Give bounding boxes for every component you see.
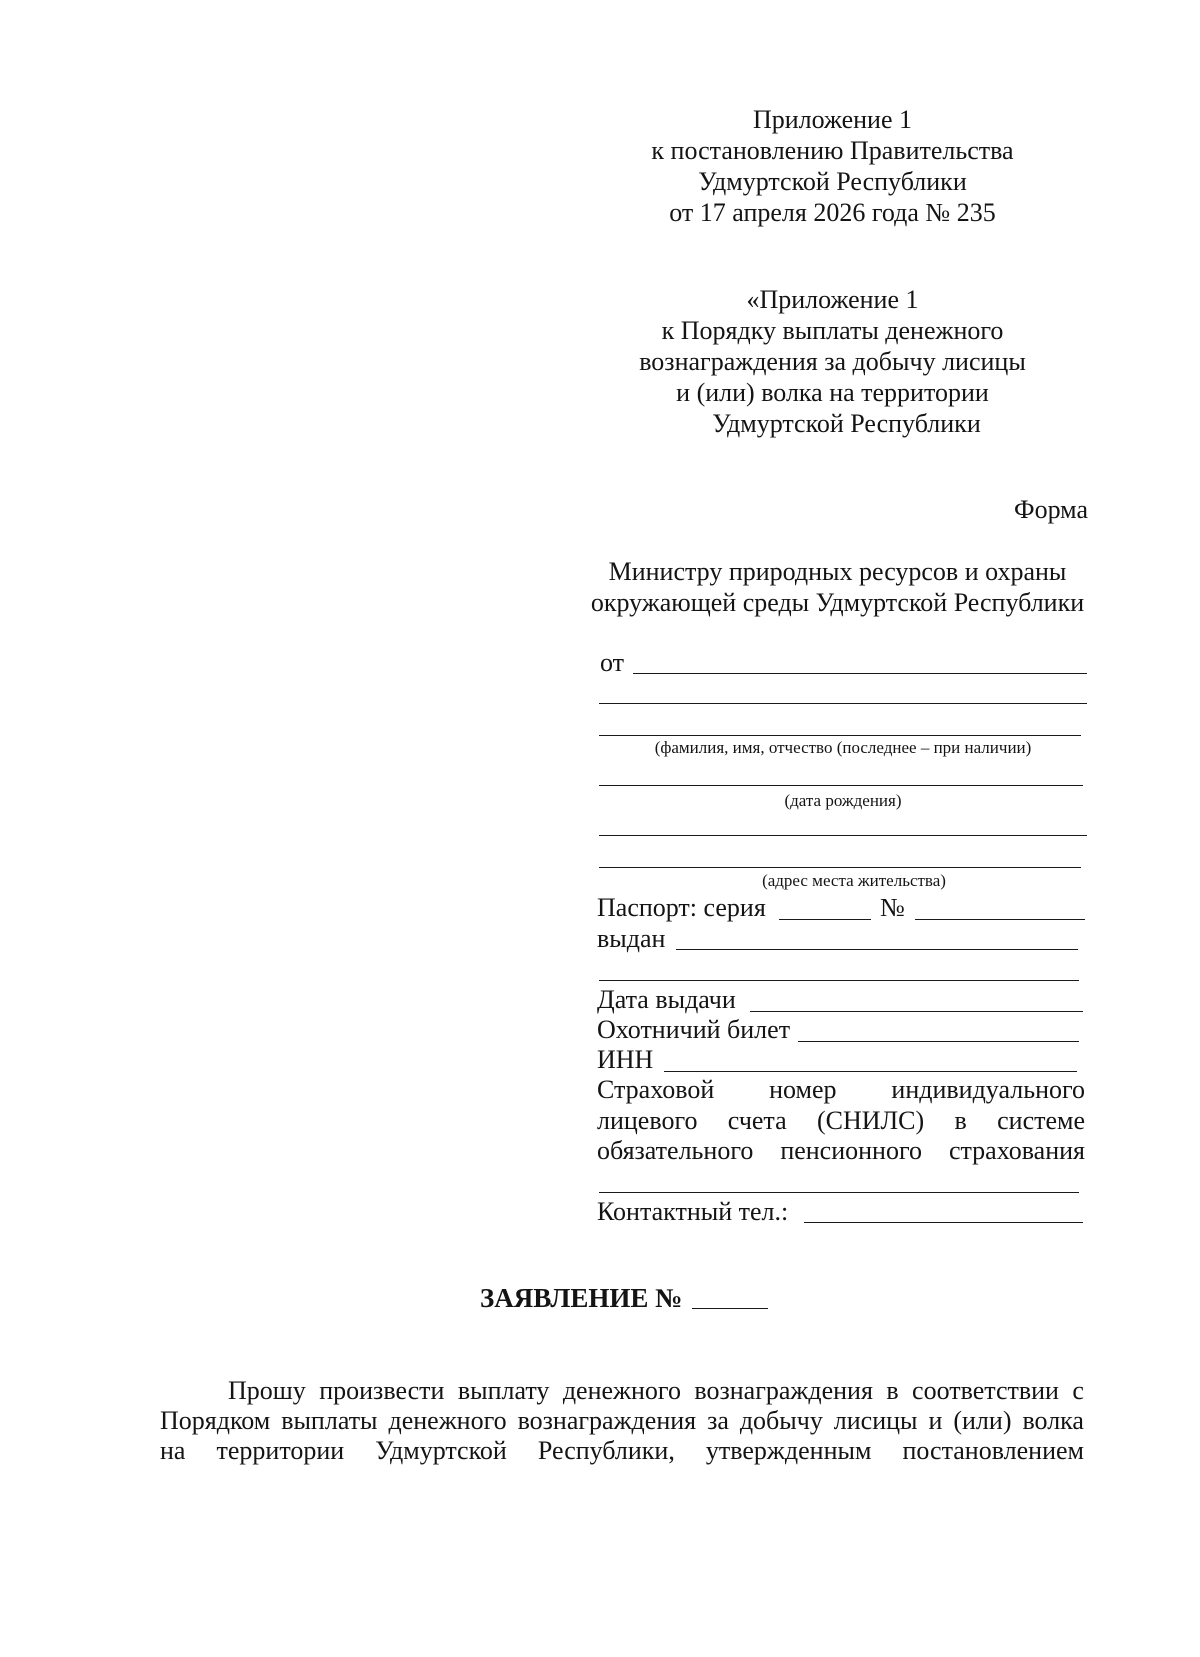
statement-word: Республики, <box>537 1436 675 1465</box>
statement-word: добычу <box>739 1406 823 1435</box>
hunting-ticket-line[interactable] <box>798 1041 1079 1042</box>
snils-word: индивидуального <box>891 1075 1085 1104</box>
statement-word: вознаграждения <box>694 1376 873 1405</box>
statement-word: выплату <box>457 1376 550 1405</box>
snils-label-line-2 <box>597 1105 1085 1136</box>
snils-word: страхования <box>948 1136 1085 1165</box>
addressee <box>580 556 1095 618</box>
passport-number-label: № <box>880 893 905 922</box>
snils-word: счета <box>727 1106 787 1135</box>
snils-word: номер <box>769 1075 837 1104</box>
snils-word: в <box>954 1106 967 1135</box>
addressee-line: Министру природных ресурсов и охраны <box>608 557 1067 586</box>
statement-body-line-3 <box>160 1435 1084 1466</box>
statement-word: за <box>707 1406 729 1435</box>
statement-word: волка <box>1022 1406 1084 1435</box>
statement-word: лисицы <box>833 1406 918 1435</box>
statement-word: с <box>1072 1376 1084 1405</box>
appendix-order-line: вознаграждения за добычу лисицы <box>639 347 1026 376</box>
dob-line[interactable] <box>599 785 1083 786</box>
snils-label-line-3 <box>597 1135 1085 1166</box>
inn-label: ИНН <box>597 1045 654 1074</box>
statement-word: Прошу <box>228 1376 306 1405</box>
address-line-1[interactable] <box>599 835 1087 836</box>
statement-word: утвержденным <box>705 1436 872 1465</box>
snils-word: системе <box>997 1106 1085 1135</box>
issued-line-1[interactable] <box>676 949 1078 950</box>
statement-word: соответствии <box>912 1376 1059 1405</box>
phone-label: Контактный тел.: <box>597 1197 789 1226</box>
address-line-2[interactable] <box>599 867 1081 868</box>
statement-word: выплаты <box>281 1406 378 1435</box>
appendix-order-line: и (или) волка на территории <box>676 378 989 407</box>
issue-date-line[interactable] <box>750 1011 1083 1012</box>
statement-word: денежного <box>562 1376 681 1405</box>
statement-body-line-1 <box>228 1375 1084 1406</box>
statement-word: (или) <box>953 1406 1012 1435</box>
statement-word: постановлением <box>902 1436 1084 1465</box>
fio-caption: (фамилия, имя, отчество (последнее – при наличии) <box>654 738 1032 757</box>
inn-line[interactable] <box>664 1071 1077 1072</box>
statement-word: денежного <box>388 1406 507 1435</box>
statement-word: вознаграждения <box>517 1406 697 1435</box>
appendix-1-line: Приложение 1 <box>752 105 913 134</box>
passport-number-line[interactable] <box>915 919 1085 920</box>
snils-word: (СНИЛС) <box>816 1106 925 1135</box>
appendix-1-line: к постановлению Правительства <box>651 136 1014 165</box>
statement-word: Удмуртской <box>375 1436 507 1465</box>
appendix-1-line: от 17 апреля 2026 года № 235 <box>669 198 996 227</box>
snils-word: лицевого <box>597 1106 698 1135</box>
snils-word: пенсионного <box>780 1136 922 1165</box>
appendix-order-line: к Порядку выплаты денежного <box>661 316 1004 345</box>
address-caption: (адрес места жительства) <box>762 871 946 890</box>
statement-word: Порядком <box>160 1406 271 1435</box>
statement-word: территории <box>216 1436 345 1465</box>
passport-series-line[interactable] <box>779 919 871 920</box>
statement-word: на <box>160 1436 186 1465</box>
issued-line-2[interactable] <box>599 980 1079 981</box>
statement-title: ЗАЯВЛЕНИЕ № <box>480 1283 683 1313</box>
statement-word: в <box>886 1376 899 1405</box>
statement-number-line[interactable] <box>692 1308 768 1309</box>
snils-label-line-1 <box>597 1074 1085 1105</box>
issued-label: выдан <box>597 924 666 953</box>
passport-series-label: Паспорт: серия <box>597 893 766 922</box>
addressee-line: окружающей среды Удмуртской Республики <box>590 588 1085 617</box>
form-label: Форма <box>1014 495 1088 524</box>
appendix-1-header <box>600 104 1065 228</box>
phone-line[interactable] <box>804 1222 1083 1223</box>
name-line-2[interactable] <box>599 703 1087 704</box>
from-name-line[interactable] <box>633 673 1087 674</box>
hunting-ticket-label: Охотничий билет <box>597 1015 791 1044</box>
dob-caption: (дата рождения) <box>784 791 902 810</box>
snils-line[interactable] <box>599 1192 1079 1193</box>
statement-word: произвести <box>319 1376 445 1405</box>
appendix-order-line: Удмуртской Республики <box>712 409 981 438</box>
issue-date-label: Дата выдачи <box>597 985 736 1014</box>
statement-word: и <box>928 1406 943 1435</box>
from-label: от <box>600 648 625 677</box>
snils-word: обязательного <box>597 1136 754 1165</box>
appendix-order-header <box>600 284 1065 439</box>
statement-body-line-2 <box>160 1405 1084 1436</box>
appendix-order-line: «Приложение 1 <box>746 285 919 314</box>
snils-word: Страховой <box>597 1075 715 1104</box>
appendix-1-line: Удмуртской Республики <box>698 167 967 196</box>
name-line-3[interactable] <box>599 735 1081 736</box>
